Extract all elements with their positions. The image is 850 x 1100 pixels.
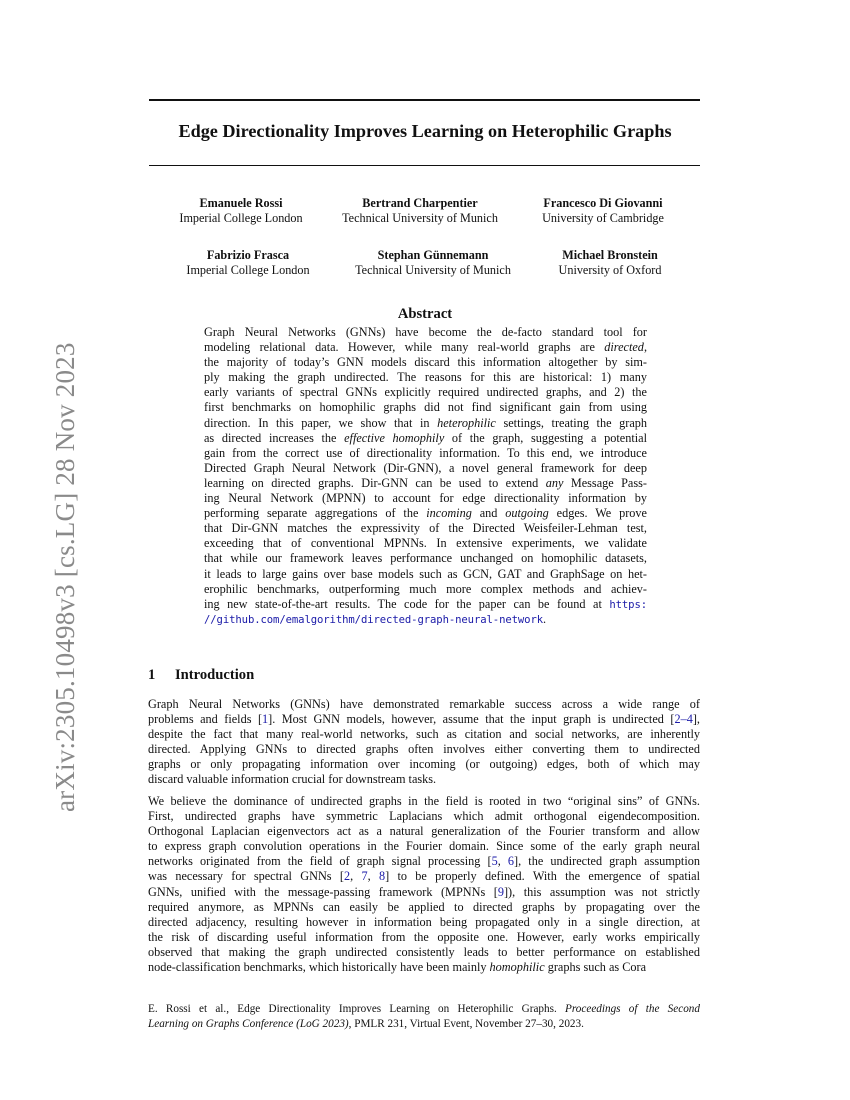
abstract-body xyxy=(204,325,647,627)
text-line xyxy=(148,757,700,772)
text-line xyxy=(204,385,647,400)
text-line xyxy=(148,824,700,839)
author-name: Stephan Günnemann xyxy=(377,248,489,262)
text-line xyxy=(204,597,647,612)
text-line xyxy=(204,431,647,446)
text-run: observed that making the graph undirected consistently leads to better performance on established xyxy=(148,944,700,959)
text-run: graphs or only propagating information over incoming (or outgoing) edges, both of which may xyxy=(148,757,700,772)
text-run: networks originated from the field of graph signal processing [ xyxy=(148,854,492,869)
text-run: E. Rossi et al., Edge Directionality Improves Learning on Heterophilic Graphs. xyxy=(148,1003,566,1015)
text-line xyxy=(204,506,647,521)
text-line xyxy=(204,355,647,370)
text-run: directed adjacency, resulting however in information being propagated only in a single direction, at xyxy=(148,914,700,929)
author-affiliation: Technical University of Munich xyxy=(342,210,498,225)
text-line xyxy=(148,945,700,960)
text-run: , PMLR 231, Virtual Event, November 27–30, 2023. xyxy=(348,1018,584,1031)
text-run: it leads to large gains over base models such as GCN, GAT and GraphSage on het- xyxy=(204,566,647,581)
text-run: edges. We prove xyxy=(548,506,647,521)
author-affiliation: Imperial College London xyxy=(179,210,303,225)
text-run: that while our framework leaves performance unchanged on homophilic datasets, xyxy=(204,551,647,566)
text-run: required anymore, as MPNNs can easily be applied to directed graphs by propagating over the xyxy=(148,899,700,914)
text-run: as directed increases the xyxy=(204,430,345,445)
text-run: discard valuable information crucial for downstream tasks. xyxy=(148,772,437,787)
citation-link[interactable]: 6 xyxy=(507,854,515,869)
citation-link[interactable]: 2 xyxy=(343,869,351,884)
text-line xyxy=(148,727,700,742)
arxiv-identifier: arXiv:2305.10498v3 [cs.LG] 28 Nov 2023 xyxy=(50,342,80,812)
text-run: direction. In this paper, we show that in xyxy=(204,415,438,430)
section-number: 1 xyxy=(148,667,156,683)
text-run: problems and fields [ xyxy=(148,712,263,727)
text-run: graphs such as Cora xyxy=(544,960,647,975)
section-title: Introduction xyxy=(175,667,255,683)
intro-paragraph-2 xyxy=(148,794,700,975)
text-run: ], xyxy=(692,712,700,727)
emphasis-text: directed xyxy=(604,340,644,355)
text-run: despite the fact that many real-world networks, such as citation and social networks, are inherently xyxy=(148,727,700,742)
emphasis-text: Proceedings of the Second xyxy=(565,1003,700,1015)
emphasis-text: incoming xyxy=(426,506,472,521)
text-run: ing Neural Network (MPNN) to account for edge directionality information by xyxy=(204,491,647,506)
text-line xyxy=(204,476,647,491)
text-run: Directed Graph Neural Network (Dir-GNN), a novel general framework for deep xyxy=(204,460,647,475)
text-line xyxy=(204,325,647,340)
title-bottom-rule xyxy=(149,165,700,166)
citation-link[interactable]: 8 xyxy=(378,869,386,884)
abstract-heading: Abstract xyxy=(397,306,453,322)
text-line xyxy=(148,854,700,869)
text-line xyxy=(148,1001,700,1016)
text-run: , xyxy=(367,869,379,884)
author-block xyxy=(493,196,713,225)
text-line xyxy=(148,839,700,854)
text-run: ing new state-of-the-art results. The code for the paper can be found at xyxy=(204,596,610,611)
text-line xyxy=(148,794,700,809)
text-line xyxy=(148,930,700,945)
text-run: Graph Neural Networks (GNNs) have demonstrated remarkable success across a wide range of xyxy=(148,697,700,711)
text-line xyxy=(148,712,700,727)
text-line xyxy=(204,491,647,506)
author-affiliation: Imperial College London xyxy=(186,262,310,277)
text-run: ply making the graph undirected. The reasons for this are historical: 1) many xyxy=(204,370,647,385)
text-run: exceeding that of conventional MPNNs. In extensive experiments, we validate xyxy=(204,536,647,551)
text-line xyxy=(148,915,700,930)
citation-link[interactable]: 5 xyxy=(491,854,498,869)
text-run: node-classification benchmarks, which historically have been mainly xyxy=(148,960,490,975)
text-line xyxy=(204,370,647,385)
text-line xyxy=(148,809,700,824)
author-name: Bertrand Charpentier xyxy=(362,196,478,210)
text-run: ] to be properly defined. With the emergence of spatial xyxy=(385,869,701,884)
text-run: first benchmarks on homophilic graphs did not find significant gain from using xyxy=(204,400,647,415)
author-affiliation: University of Oxford xyxy=(558,262,662,277)
text-run: , xyxy=(350,869,362,884)
text-line xyxy=(148,772,700,787)
text-run: ], the undirected graph assumption xyxy=(514,854,700,869)
text-run: ]. Most GNN models, however, assume that the input graph is undirected [ xyxy=(268,712,675,727)
emphasis-text: heterophilic xyxy=(437,415,496,430)
text-line xyxy=(204,551,647,566)
text-run: erophilic benchmarks, outperforming much more complex methods and achiev- xyxy=(204,581,647,596)
text-line xyxy=(204,521,647,536)
text-run: modeling relational data. However, while many real-world graphs are xyxy=(204,340,605,355)
text-run: directed. Applying GNNs to directed graphs often involves either converting them to undirected xyxy=(148,742,700,757)
text-line xyxy=(204,416,647,431)
paper-title: Edge Directionality Improves Learning on Heterophilic Graphs xyxy=(178,121,672,141)
citation-link[interactable]: 7 xyxy=(361,869,368,884)
emphasis-text: homophilic xyxy=(489,960,545,975)
text-line xyxy=(204,612,647,627)
emphasis-text: effective homophily xyxy=(344,430,445,445)
text-line xyxy=(148,900,700,915)
text-line xyxy=(148,742,700,757)
citation-link[interactable]: 9 xyxy=(497,884,504,899)
code-url-link[interactable]: https: xyxy=(609,598,647,611)
text-line xyxy=(204,582,647,597)
author-affiliation: Technical University of Munich xyxy=(355,262,511,277)
text-line xyxy=(148,697,700,712)
author-block xyxy=(500,248,720,277)
text-run: was necessary for spectral GNNs [ xyxy=(148,869,344,884)
text-run: First, undirected graphs have symmetric Laplacians which admit orthogonal eigendecomposition. xyxy=(148,809,700,824)
text-run: Orthogonal Laplacian eigenvectors act as a natural generalization of the Fourier transform and allow xyxy=(148,824,700,839)
author-name: Emanuele Rossi xyxy=(199,196,283,210)
emphasis-text: Learning on Graphs Conference (LoG 2023) xyxy=(148,1018,349,1031)
text-run: Message Pass- xyxy=(563,475,647,490)
text-line xyxy=(204,536,647,551)
text-run: settings, treating the graph xyxy=(495,415,648,430)
text-line xyxy=(204,400,647,415)
text-line xyxy=(204,567,647,582)
text-line xyxy=(148,869,700,884)
text-line xyxy=(148,885,700,900)
text-run: . xyxy=(543,611,547,626)
text-run: learning on directed graphs. Dir-GNN can be used to extend xyxy=(204,475,546,490)
text-run: and xyxy=(471,506,506,521)
text-run: Graph Neural Networks (GNNs) have become the de-facto standard tool for xyxy=(204,325,647,339)
text-run: GNNs, unified with the message-passing framework (MPNNs [ xyxy=(148,884,498,899)
text-line xyxy=(204,340,647,355)
section-heading xyxy=(148,667,254,684)
text-line xyxy=(148,1016,700,1031)
author-name: Michael Bronstein xyxy=(562,248,658,262)
author-affiliation: University of Cambridge xyxy=(542,210,664,225)
footer-citation xyxy=(148,1001,700,1031)
text-run: the majority of today’s GNN models discard this information altogether by sim- xyxy=(204,355,647,370)
text-run: We believe the dominance of undirected graphs in the field is rooted in two “original sins” of GNNs. xyxy=(148,794,700,808)
text-run: gain from the correct use of directionality information. To this end, we introduce xyxy=(204,445,647,460)
citation-link[interactable]: 1 xyxy=(262,712,269,727)
text-run: that Dir-GNN matches the expressivity of the Directed Weisfeiler-Lehman test, xyxy=(204,521,647,536)
text-line xyxy=(148,960,700,975)
text-run: , xyxy=(497,854,508,869)
text-run: to express graph convolution operations in the Fourier domain. Since some of the early graph neural xyxy=(148,839,700,854)
emphasis-text: outgoing xyxy=(505,506,549,521)
text-run: the risk of discarding useful information from the opposite one. However, early works empirically xyxy=(148,929,700,944)
citation-link[interactable]: 2–4 xyxy=(674,712,693,727)
text-run: early variants of spectral GNNs explicitly required undirected graphs, and 2) the xyxy=(204,385,647,400)
text-run: performing separate aggregations of the xyxy=(204,506,427,521)
text-run: ]), this assumption was not strictly xyxy=(503,884,700,899)
text-run: , xyxy=(643,340,647,355)
text-run: of the graph, suggesting a potential xyxy=(444,430,648,445)
code-url-link[interactable]: //github.com/emalgorithm/directed-graph-neural-network xyxy=(204,613,544,626)
text-line xyxy=(204,446,647,461)
author-name: Fabrizio Frasca xyxy=(206,248,290,262)
intro-paragraph-1 xyxy=(148,697,700,788)
emphasis-text: any xyxy=(545,475,564,490)
author-name: Francesco Di Giovanni xyxy=(543,196,663,210)
text-line xyxy=(204,461,647,476)
top-rule xyxy=(149,99,700,101)
